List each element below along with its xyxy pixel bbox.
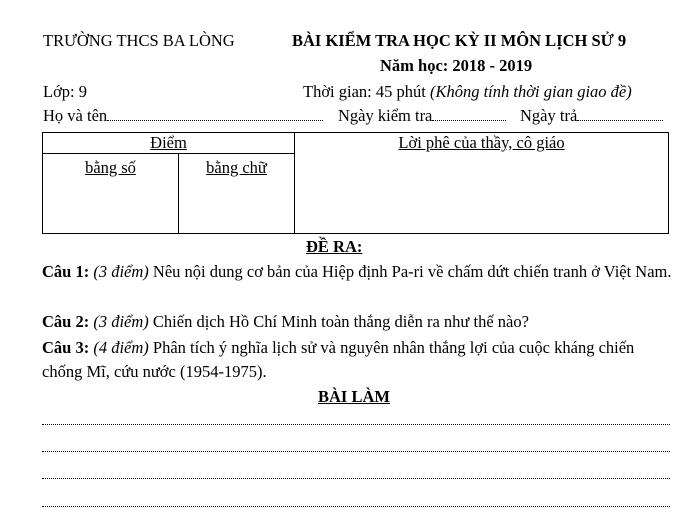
- answer-line[interactable]: [42, 506, 670, 507]
- return-date-label: Ngày trả: [520, 106, 578, 125]
- question-3-points: (4 điểm): [93, 338, 149, 357]
- score-words-cell: [179, 154, 295, 234]
- question-1-label: Câu 1:: [42, 262, 90, 281]
- exam-date-line: [338, 106, 506, 126]
- answer-line[interactable]: [42, 424, 670, 425]
- time-label: Thời gian: 45 phút: [303, 82, 430, 101]
- question-3-label: Câu 3:: [42, 338, 90, 357]
- answer-line[interactable]: [42, 478, 670, 479]
- question-1: [42, 260, 672, 284]
- time-note: (Không tính thời gian giao đề): [429, 82, 632, 101]
- name-dotted-field[interactable]: [107, 119, 323, 121]
- return-date-line: [520, 106, 663, 126]
- score-words-label: bằng chữ: [206, 158, 267, 177]
- answer-heading: BÀI LÀM: [318, 387, 390, 406]
- name-label: Họ và tên: [43, 106, 108, 125]
- question-2-points: (3 điểm): [93, 312, 149, 331]
- class-label: Lớp: 9: [43, 82, 88, 101]
- score-number-cell: [43, 154, 179, 234]
- exam-date-label: Ngày kiểm tra: [338, 106, 433, 125]
- question-1-points: (3 điểm): [93, 262, 149, 281]
- score-header: Điểm: [150, 133, 187, 152]
- question-2: [42, 310, 672, 334]
- exam-heading: ĐỀ RA:: [306, 237, 363, 256]
- time-info: [303, 82, 632, 102]
- question-3: [42, 336, 672, 384]
- return-date-dotted-field[interactable]: [577, 119, 663, 121]
- score-header-cell: [43, 133, 295, 154]
- exam-date-dotted-field[interactable]: [432, 119, 506, 121]
- question-3-text: Phân tích ý nghĩa lịch sử và nguyên nhân thắng lợi của cuộc kháng chiến chống Mĩ, cứu nước (1954-1975).: [42, 338, 635, 381]
- school-year: Năm học: 2018 - 2019: [380, 56, 533, 75]
- school-name: TRƯỜNG THCS BA LÒNG: [43, 31, 235, 50]
- question-2-text: Chiến dịch Hồ Chí Minh toàn thắng diễn ra như thế nào?: [152, 312, 529, 331]
- teacher-comment-header: Lời phê của thầy, cô giáo: [398, 133, 565, 152]
- question-2-label: Câu 2:: [42, 312, 90, 331]
- grade-table: [42, 132, 669, 234]
- answer-line[interactable]: [42, 451, 670, 452]
- exam-title: BÀI KIỂM TRA HỌC KỲ II MÔN LỊCH SỬ 9: [292, 31, 627, 50]
- student-info-line: [43, 106, 323, 126]
- question-1-text: Nêu nội dung cơ bản của Hiệp định Pa-ri về chấm dứt chiến tranh ở Việt Nam.: [152, 262, 672, 281]
- score-number-label: bằng số: [85, 158, 136, 177]
- teacher-comment-cell: [295, 133, 669, 234]
